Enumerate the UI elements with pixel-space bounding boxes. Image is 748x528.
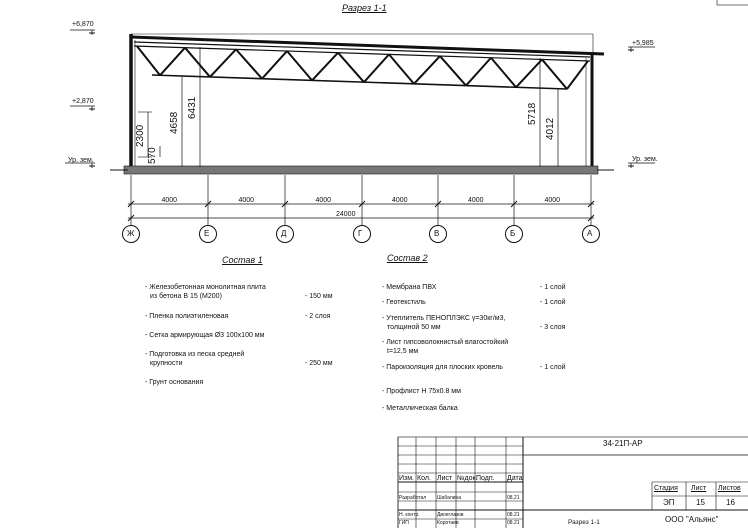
truss-diagonal [542, 59, 567, 89]
list-item: - Сетка армирующая Ø3 100x100 мм [145, 332, 265, 339]
axis-label: Ж [127, 229, 135, 238]
list-item-value: - 1 слой [540, 299, 566, 306]
sheet-label: Лист [691, 485, 707, 492]
truss-diagonal [160, 48, 185, 76]
company-name: ООО "Альянс" [665, 515, 719, 524]
list-item: - Подготовка из песка средней [145, 351, 245, 358]
roof [131, 37, 604, 54]
tb-header: Подп. [476, 475, 495, 482]
list-item: - Профлист Н 75x0.8 мм [382, 388, 461, 395]
axis-label: А [587, 229, 593, 238]
total-dimension: 24000 [336, 211, 356, 218]
truss-diagonal [236, 49, 262, 78]
level-ground-left: Ур. зем. [68, 157, 94, 164]
span-dimension: 4000 [238, 197, 255, 204]
truss-diagonal [364, 54, 389, 82]
dimension-label: 2300 [135, 124, 146, 147]
dimension-label: 570 [147, 146, 158, 164]
tb-name: Коротаев [437, 520, 459, 526]
list-item-value: - 250 мм [305, 360, 333, 367]
list-item-value: - 2 слоя [305, 313, 331, 320]
truss-diagonal [262, 51, 287, 79]
truss-diagonal [466, 58, 491, 86]
dimension-label: 5718 [527, 102, 538, 125]
tb-header: Дата [507, 475, 523, 482]
truss-diagonal [185, 48, 210, 77]
tb-date: 08.21 [507, 495, 520, 501]
tb-role: Н. контр. [399, 512, 420, 518]
list-item-value: - 3 слоя [540, 324, 566, 331]
list-item: - Грунт основания [145, 379, 204, 386]
level-top-left: +6,870 [72, 21, 94, 28]
list-item-cont: толщиной 50 мм [387, 324, 441, 331]
list-item: - Металлическая балка [382, 405, 458, 412]
list-item: - Лист гипсоволокнистый влагостойкий [382, 339, 509, 346]
tb-name: Двоеглазов [437, 512, 464, 518]
truss-top-chord [134, 46, 590, 61]
span-dimension: 4000 [468, 197, 484, 204]
list-item: - Мембрана ПВХ [382, 284, 437, 291]
axis-label: В [434, 229, 440, 238]
list-item: - Геотекстиль [382, 299, 426, 306]
tb-header: Лист [437, 475, 453, 482]
list-item: - Пленка полиэтиленовая [145, 313, 229, 320]
tb-role: ГИП [399, 520, 409, 526]
level-mid-left: +2,870 [72, 98, 94, 105]
floor-slab [124, 166, 598, 174]
axis-label: Д [281, 229, 287, 238]
frame-corner [717, 0, 748, 5]
truss-diagonal [338, 53, 364, 82]
tb-date: 08.21 [507, 512, 520, 518]
drawing-title: Разрез 1-1 [342, 3, 387, 13]
dimension-label: 4658 [169, 111, 180, 134]
tb-date: 08.21 [507, 520, 520, 526]
truss-diagonal [440, 56, 466, 86]
axis-label: Г [358, 229, 363, 238]
span-dimension: 4000 [544, 197, 561, 204]
span-dimension: 4000 [161, 197, 178, 204]
truss-diagonal [516, 59, 542, 87]
span-dimension: 4000 [392, 197, 408, 204]
tb-header: №док. [457, 475, 478, 482]
dimension-label: 4012 [545, 117, 556, 140]
truss-diagonal [389, 54, 414, 83]
sheet-value: 15 [696, 498, 705, 507]
span-dimension: 4000 [315, 197, 332, 204]
axis-label: Б [510, 229, 516, 238]
sheets-value: 16 [726, 498, 735, 507]
dimension-label: 6431 [187, 96, 198, 119]
list-item-value: - 1 слой [540, 364, 566, 371]
list-item-value: - 1 слой [540, 284, 566, 291]
sostav1-title: Состав 1 [222, 255, 263, 265]
stage-value: ЭП [663, 498, 675, 507]
stage-label: Стадия [654, 485, 678, 492]
list-item-cont: крупности [150, 360, 183, 367]
tb-header: Изм. [399, 475, 414, 482]
list-item: - Пароизоляция для плоских кровель [382, 364, 503, 371]
tb-role: Разработал [399, 495, 427, 501]
list-item-cont: t=12,5 мм [387, 348, 419, 355]
truss-diagonal [210, 49, 236, 77]
sheets-label: Листов [718, 485, 741, 492]
project-code: 34-21П-АР [603, 439, 643, 448]
list-item-cont: из бетона В 15 (М200) [150, 293, 222, 300]
list-item-value: - 150 мм [305, 293, 333, 300]
list-item: - Железобетонная монолитная плита [145, 284, 266, 291]
truss-diagonal [137, 46, 160, 75]
drawing-name: Разрез 1-1 [568, 519, 600, 526]
sostav2-title: Состав 2 [387, 253, 428, 263]
axis-label: Е [204, 229, 210, 238]
truss-diagonal [312, 53, 338, 81]
truss-diagonal [414, 56, 440, 84]
list-item: - Утеплитель ПЕНОПЛЭКС γ=30кг/м3, [382, 315, 506, 322]
truss-diagonal [287, 51, 312, 80]
level-top-right: +5,985 [632, 40, 654, 47]
tb-name: Шабалина [437, 495, 462, 501]
truss-diagonal [491, 58, 516, 88]
tb-header: Кол. [417, 475, 431, 482]
truss-diagonal [567, 61, 588, 89]
level-ground-right: Ур. зем. [632, 156, 658, 163]
